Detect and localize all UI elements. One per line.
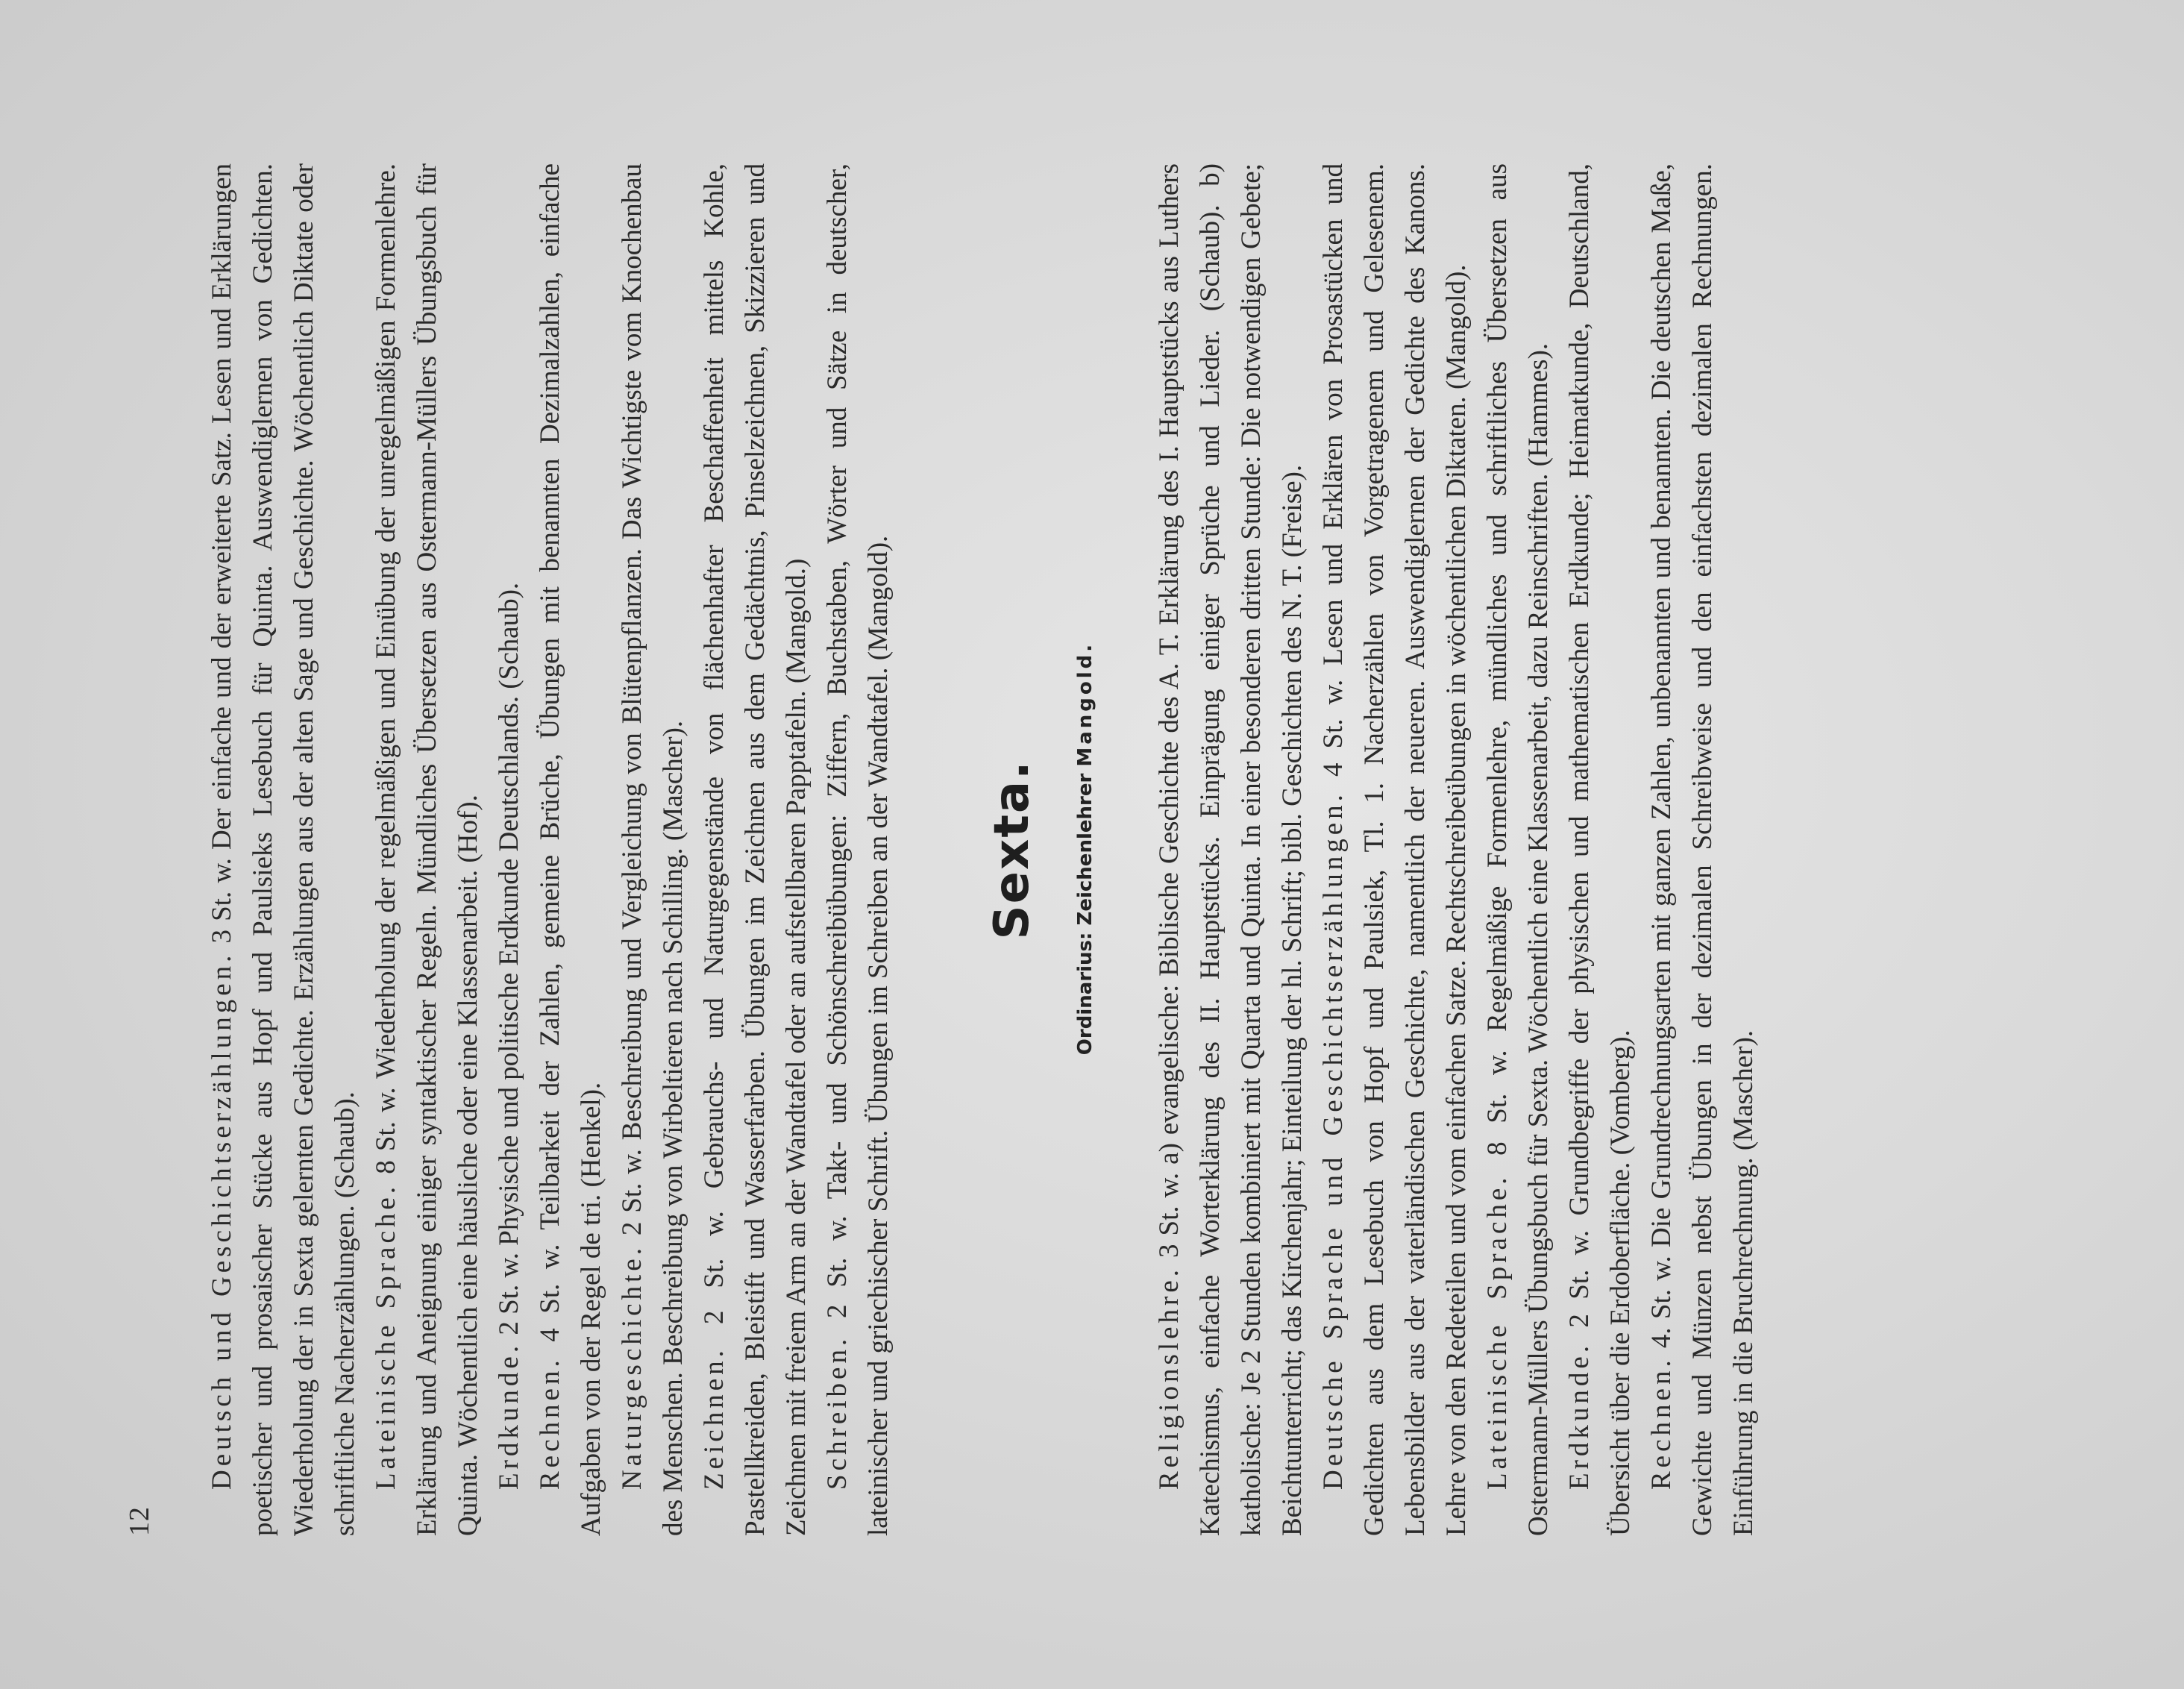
ordinarius-label: Ordinarius: Zeichenlehrer [1074, 773, 1096, 1056]
subject-text: 2 St. w. Grundbegriffe der physischen und mathematischen Erdkunde; Heimatkunde, Deutschland, Übersicht über die Erdoberfläche. (Vomberg). [1564, 163, 1636, 1536]
sexta-curriculum-block [1149, 163, 1764, 1536]
subject-lead: Deutsch und Geschichtserzählungen. [207, 951, 237, 1490]
paragraph-deutsche-sprache [1313, 163, 1477, 1536]
subject-lead: Religionslehre. [1154, 1265, 1184, 1490]
paragraph-lateinische-sprache [1477, 163, 1559, 1536]
subject-lead: Naturgeschichte. [617, 1244, 647, 1490]
subject-text: 2 St. w. Physische und politische Erdkunde Deutschlands. (Schaub). [494, 582, 524, 1342]
subject-lead: Deutsche Sprache und Geschichtserzählungen. [1318, 791, 1349, 1490]
subject-lead: Rechnen. [1646, 1356, 1677, 1490]
subject-lead: Lateinische Sprache. [371, 1182, 401, 1490]
paragraph-zeichnen [694, 163, 817, 1536]
paragraph-naturgeschichte [612, 163, 694, 1536]
subject-lead: Lateinische Sprache. [1482, 1173, 1513, 1490]
subject-text: 8 St. w. Regelmäßige Formenlehre, mündliches und schriftliches Übersetzen aus Ostermann-Müllers Übungsbuch für Sexta. Wöchentlich eine Klassenarbeit, dazu Reinschriften. (Hammes). [1482, 163, 1554, 1536]
paragraph-rechnen [530, 163, 612, 1536]
paragraph-erdkunde-sexta [1559, 163, 1641, 1536]
subject-lead: Schreiben. [822, 1335, 853, 1490]
subject-text: 2 St. w. Beschreibung und Vergleichung von Blütenpflanzen. Das Wichtigste vom Knochenbau des Menschen. Beschreibung von Wirbeltieren nach Schilling. (Mascher). [617, 163, 688, 1536]
quinta-curriculum-block [201, 163, 899, 1536]
subject-lead: Rechnen. [535, 1356, 565, 1490]
ordinarius-name: Mangold [1074, 651, 1096, 767]
subject-text: 2 St. w. Takt- und Schönschreibübungen: Ziffern, Buchstaben, Wörter und Sätze in deutscher, lateinischer und griechischer Schrift. Übungen im Schreiben an der Wandtafel. (Mangold). [822, 163, 894, 1536]
ordinarius-line: Ordinarius: Zeichenlehrer Mangold. [1074, 644, 1096, 1056]
subject-text: 4 St. w. Teilbarkeit der Zahlen, gemeine Brüche, Übungen mit benannten Dezimalzahlen, einfache Aufgaben von der Regel de tri. (Henkel). [535, 163, 606, 1536]
subject-text: 2 St. w. Gebrauchs- und Naturgegenstände von flächenhafter Beschaffenheit mittels Kohle, Pastellkreiden, Bleistift und Wasserfarben. Übungen im Zeichnen aus dem Gedächtnis, Pinselzeichnen, Skizzieren und Zeichnen mit freiem Arm an der Wandtafel oder an aufstellbaren Papptafeln. (Mangold.) [699, 163, 812, 1536]
subject-lead: Erdkunde. [494, 1341, 524, 1490]
paragraph-schreiben [817, 163, 899, 1536]
paragraph-deutsch [201, 163, 365, 1536]
paragraph-religion [1149, 163, 1313, 1536]
subject-text: 4. St. w. Die Grundrechnungsarten mit ganzen Zahlen, unbenannten und benannten. Die deutschen Maße, Gewichte und Münzen nebst Übungen in der dezimalen Schreibweise und den einfachsten dezimalen Rechnungen. Einführung in die Bruchrechnung. (Mascher). [1646, 163, 1759, 1536]
paragraph-latein [365, 163, 489, 1536]
subject-text: 3 St. w. a) evangelische: Biblische Geschichte des A. T. Erklärung des I. Hauptstücks aus Luthers Katechismus, einfache Worterklärung des II. Hauptstücks. Einprägung einiger Sprüche und Lieder. (Schaub). b) katholische: Je 2 Stunden kombiniert mit Quarta und Quinta. In einer besonderen dritten Stunde: Die notwendigen Gebete; Beichtunterricht; das Kirchenjahr; Einteilung der hl. Schrift; bibl. Geschichten des N. T. (Freise). [1154, 163, 1308, 1536]
paragraph-erdkunde [489, 163, 530, 1536]
subject-text: 4 St. w. Lesen und Erklären von Prosastücken und Gedichten aus dem Lesebuch von Hopf und Paulsiek, Tl. 1. Nacherzählen von Vorgetragenem und Gelesenem. Lebensbilder aus der vaterländischen Geschichte, namentlich der neueren. Auswendiglernen der Gedichte des Kanons. Lehre von den Redeteilen und vom einfachen Satze. Rechtschreibeübungen in wöchentlichen Diktaten. (Mangold). [1318, 163, 1472, 1536]
subject-text: 3 St. w. Der einfache und der erweiterte Satz. Lesen und Erklärungen poetischer und prosaischer Stücke aus Hopf und Paulsieks Lesebuch für Quinta. Auswendiglernen von Gedichten. Wiederholung der in Sexta gelernten Gedichte. Erzählungen aus der alten Sage und Geschichte. Wöchentlich Diktate oder schriftliche Nacherzählungen. (Schaub). [207, 163, 360, 1536]
paragraph-rechnen-sexta [1641, 163, 1764, 1536]
subject-lead: Zeichnen. [699, 1347, 729, 1490]
page-number: 12 [124, 1506, 155, 1536]
subject-text: 8 St. w. Wiederholung der regelmäßigen und Einübung der unregelmäßigen Formenlehre. Erklärung und Aneignung einiger syntaktischer Regeln. Mündliches Übersetzen aus Ostermann-Müllers Übungsbuch für Quinta. Wöchentlich eine häusliche oder eine Klassenarbeit. (Hof). [371, 163, 483, 1536]
subject-lead: Erdkunde. [1564, 1341, 1595, 1490]
section-heading-sexta: Sexta. [985, 759, 1040, 940]
